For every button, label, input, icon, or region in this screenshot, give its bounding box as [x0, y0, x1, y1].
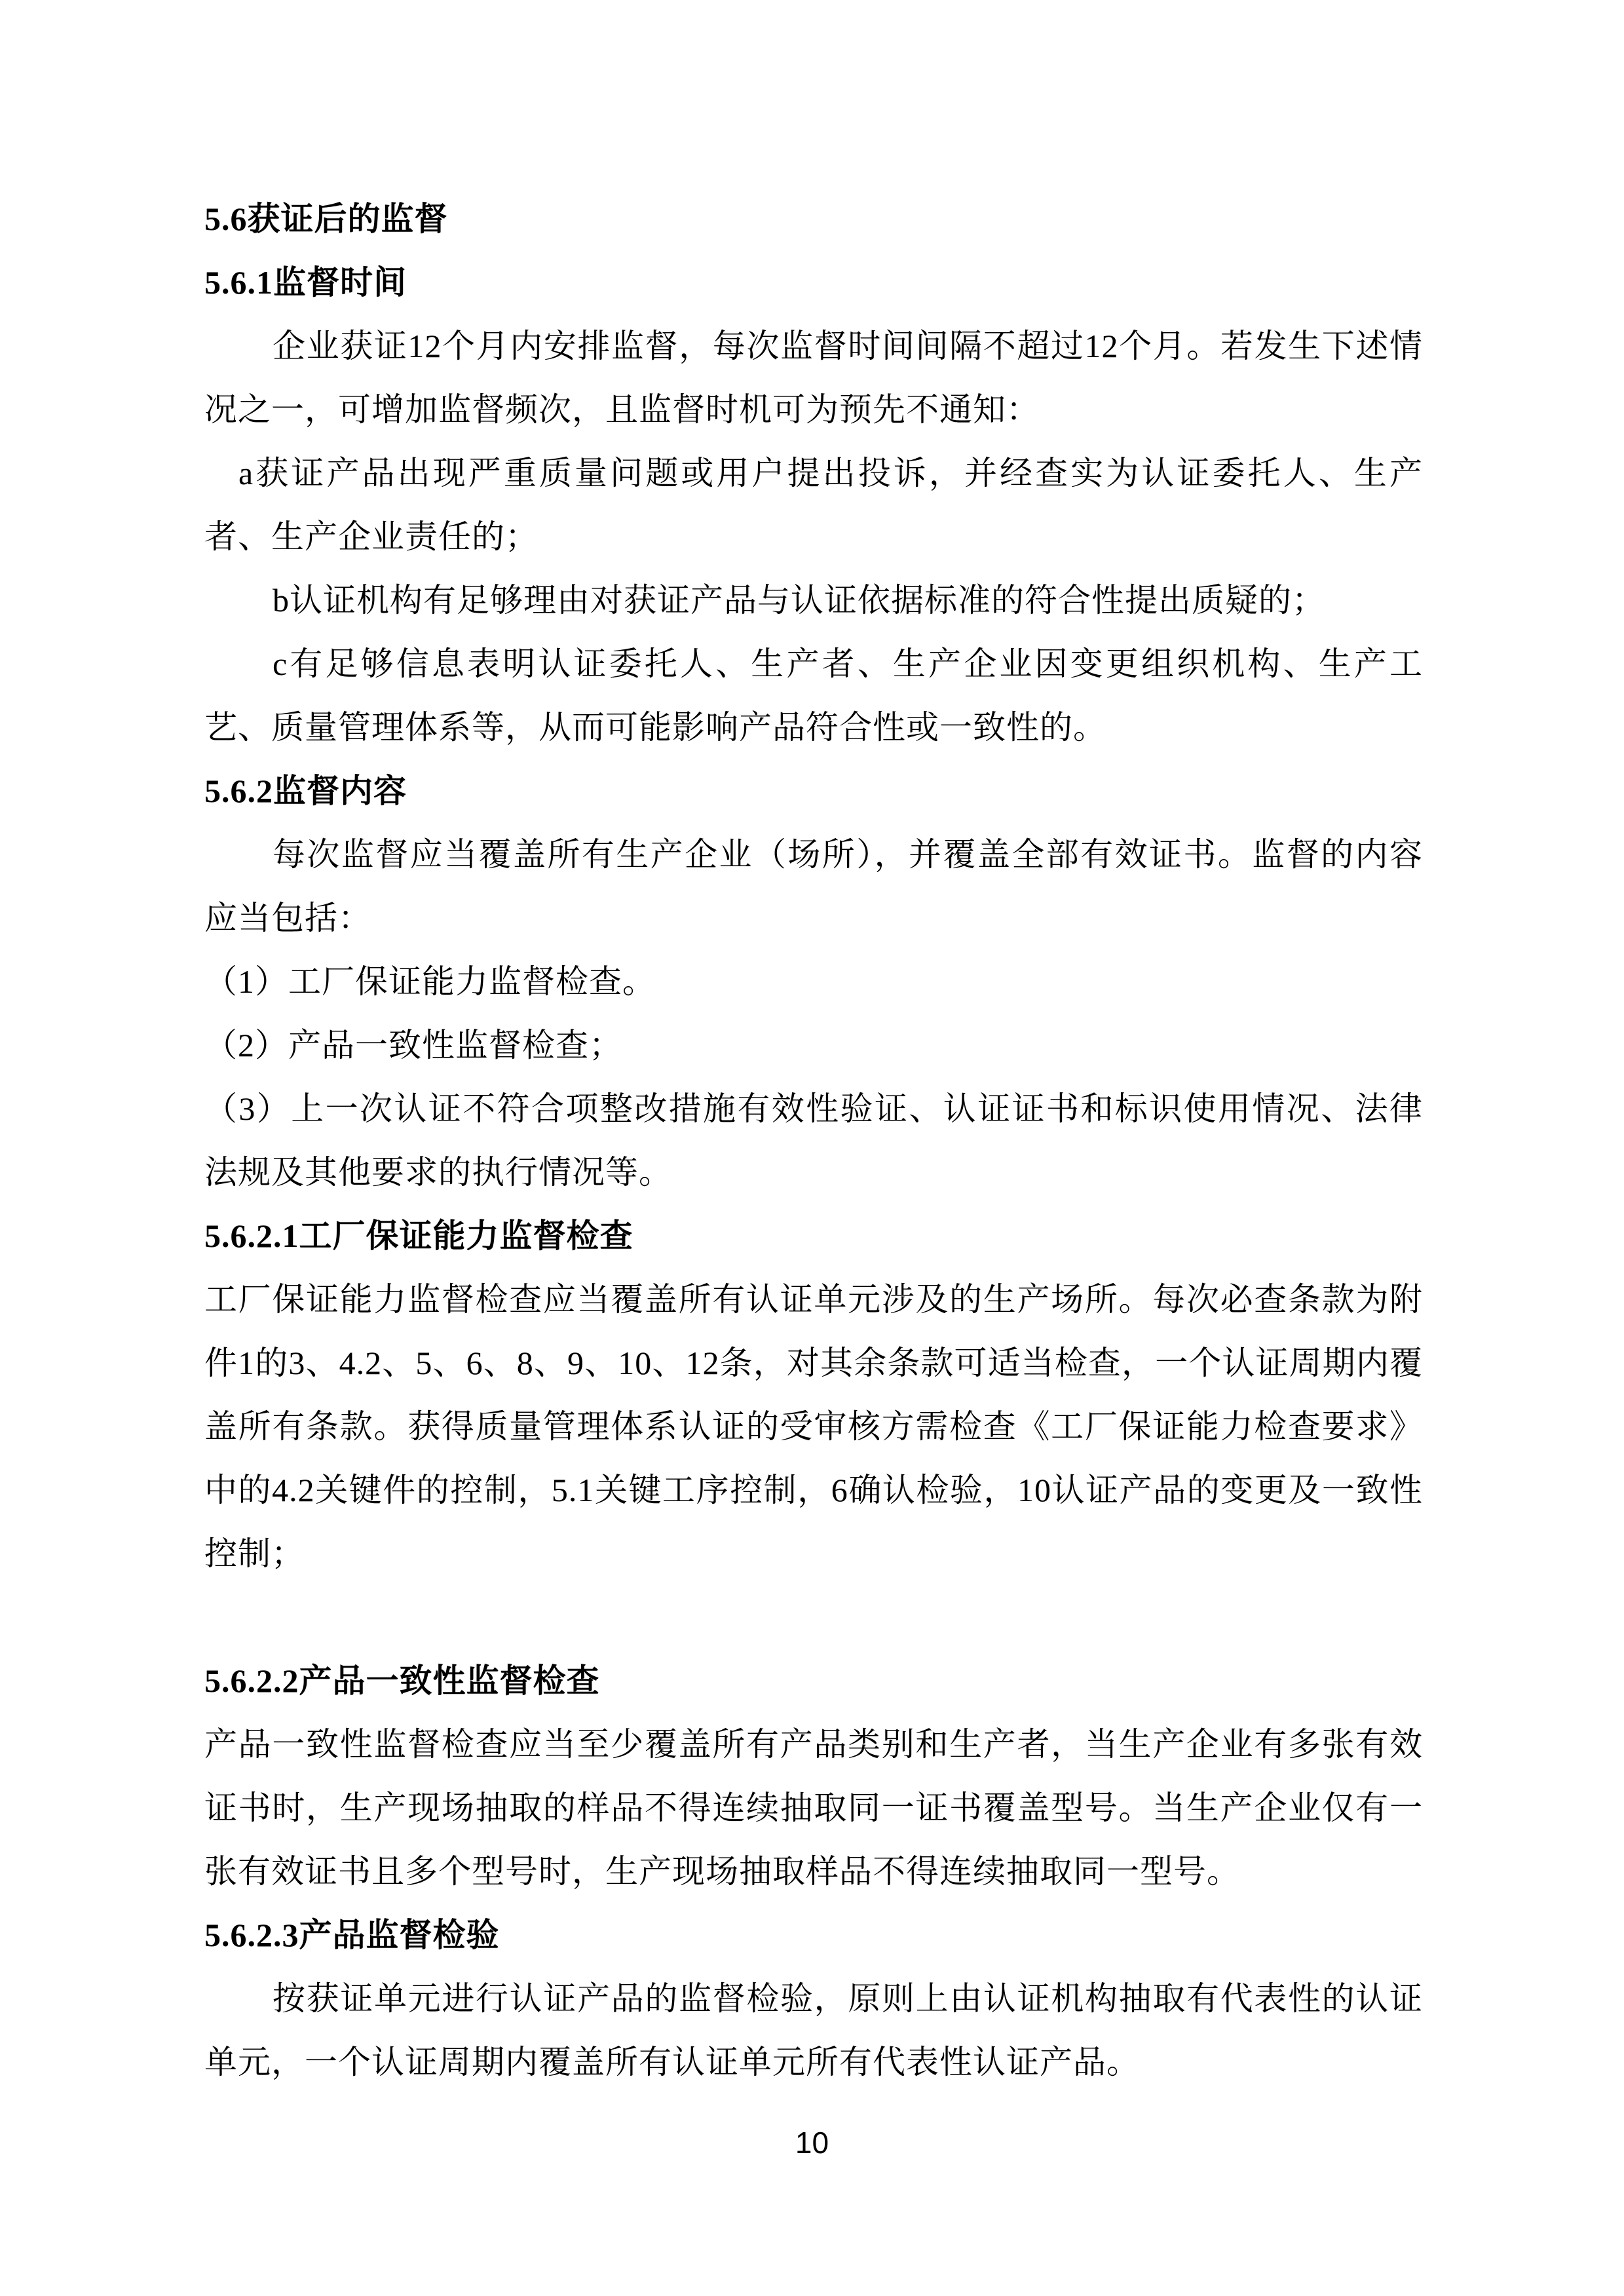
paragraph-supervision-time: 企业获证12个月内安排监督，每次监督时间间隔不超过12个月。若发生下述情况之一，可增加监督频次，且监督时机可为预先不通知： [204, 328, 1423, 428]
section-heading-5-6: 5.6获证后的监督 [204, 201, 448, 237]
paragraph-list-item-2: （2）产品一致性监督检查； [204, 1027, 622, 1063]
paragraph-item-c: c有足够信息表明认证委托人、生产者、生产企业因变更组织机构、生产工艺、质量管理体系等，从而可能影响产品符合性或一致性的。 [204, 645, 1423, 746]
section-heading-5-6-2-1: 5.6.2.1工厂保证能力监督检查 [204, 1217, 633, 1254]
paragraph-product-test: 按获证单元进行认证产品的监督检验，原则上由认证机构抽取有代表性的认证单元，一个认证周期内覆盖所有认证单元所有代表性认证产品。 [204, 1980, 1423, 2080]
section-heading-5-6-1: 5.6.1监督时间 [204, 264, 407, 301]
paragraph-item-b: b认证机构有足够理由对获证产品与认证依据标准的符合性提出质疑的； [273, 582, 1325, 619]
section-heading-5-6-2-3: 5.6.2.3产品监督检验 [204, 1917, 500, 1953]
paragraph-item-a: a获证产品出现严重质量问题或用户提出投诉，并经查实为认证委托人、生产者、生产企业责任的； [204, 455, 1423, 555]
paragraph-list-item-3: （3）上一次认证不符合项整改措施有效性验证、认证证书和标识使用情况、法律法规及其他要求的执行情况等。 [204, 1090, 1423, 1191]
paragraph-list-item-1: （1）工厂保证能力监督检查。 [204, 963, 656, 1000]
page-number: 10 [795, 2126, 829, 2160]
section-heading-5-6-2: 5.6.2监督内容 [204, 773, 407, 809]
document-body [204, 187, 1423, 2094]
paragraph-factory-inspection: 工厂保证能力监督检查应当覆盖所有认证单元涉及的生产场所。每次必查条款为附件1的3、4.2、5、6、8、9、10、12条，对其余条款可适当检查，一个认证周期内覆盖所有条款。获得质量管理体系认证的受审核方需检查《工厂保证能力检查要求》中的4.2关键件的控制，5.1关键工序控制，6确认检验，10认证产品的变更及一致性控制； [204, 1281, 1423, 1572]
paragraph-supervision-content: 每次监督应当覆盖所有生产企业（场所），并覆盖全部有效证书。监督的内容应当包括： [204, 836, 1423, 936]
section-heading-5-6-2-2: 5.6.2.2产品一致性监督检查 [204, 1662, 600, 1699]
paragraph-consistency-inspection: 产品一致性监督检查应当至少覆盖所有产品类别和生产者，当生产企业有多张有效证书时，生产现场抽取的样品不得连续抽取同一证书覆盖型号。当生产企业仅有一张有效证书且多个型号时，生产现场抽取样品不得连续抽取同一型号。 [204, 1726, 1423, 1890]
